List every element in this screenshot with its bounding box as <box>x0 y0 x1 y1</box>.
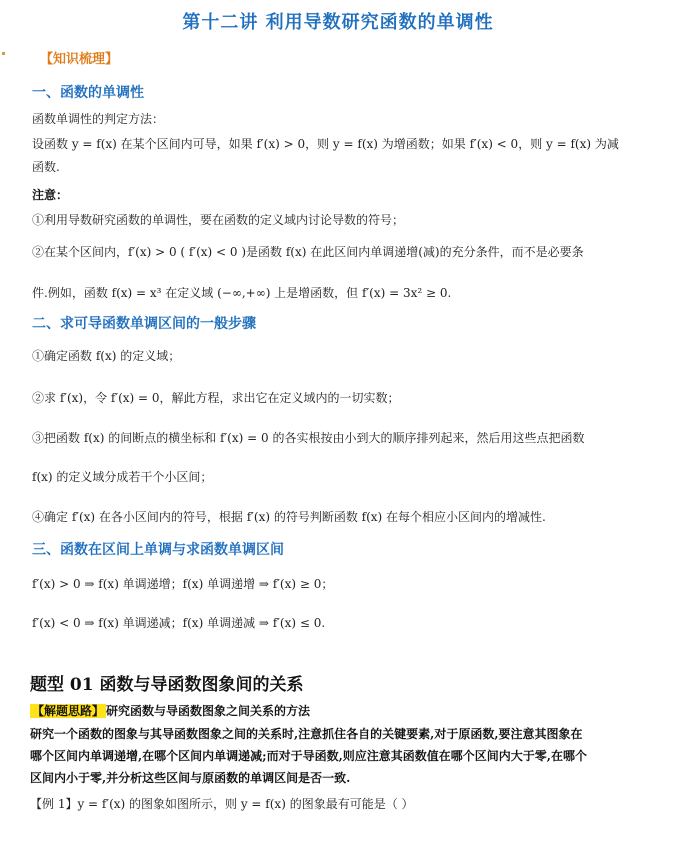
type-01-heading: 题型 01 函数与导函数图象间的关系 <box>30 675 304 695</box>
solution-tagline: 研究函数与导函数图象之间关系的方法 <box>106 704 311 718</box>
s3-rule-1: f′(x) > 0 ⇒ f(x) 单调递增；f(x) 单调递增 ⇒ f′(x) ≥ 0； <box>32 577 334 591</box>
section-1-heading: 一、函数的单调性 <box>32 85 144 101</box>
page-title: 第十二讲 利用导数研究函数的单调性 <box>182 12 494 33</box>
s2-step-1: ①确定函数 f(x) 的定义域； <box>32 349 181 363</box>
s2-step-3: ③把函数 f(x) 的间断点的横坐标和 f′(x) = 0 的各实根按由小到大的顺序排列起来，然后用这些点把函数 <box>32 431 585 445</box>
note-3: 件.例如，函数 f(x) = x³ 在定义域 (−∞,+∞) 上是增函数，但 f′(x) = 3x² ≥ 0. <box>32 286 452 300</box>
solution-body-2: 哪个区间内单调递增,在哪个区间内单调递减;而对于导函数,则应注意其函数值在哪个区间内大于零,在哪个 <box>30 749 587 763</box>
solution-idea <box>30 702 310 719</box>
margin-dot <box>2 52 5 55</box>
knowledge-tag: 【知识梳理】 <box>40 52 119 67</box>
s2-step-3-cont: f(x) 的定义域分成若干个小区间； <box>32 470 213 484</box>
example-1: 【例 1】y = f′(x) 的图象如图所示，则 y = f(x) 的图象最有可能是（ ） <box>30 797 414 811</box>
s1-line-1: 函数单调性的判定方法： <box>32 112 165 126</box>
section-2-heading: 二、求可导函数单调区间的一般步骤 <box>32 316 256 332</box>
solution-tag: 【解题思路】 <box>32 704 105 718</box>
s2-step-2: ②求 f′(x)，令 f′(x) = 0，解此方程，求出它在定义域内的一切实数； <box>32 391 400 405</box>
note-1: ①利用导数研究函数的单调性，要在函数的定义域内讨论导数的符号； <box>32 213 405 227</box>
note-2: ②在某个区间内，f′(x) > 0 ( f′(x) < 0 )是函数 f(x) 在此区间内单调递增(减)的充分条件，而不是必要条 <box>32 245 584 259</box>
s3-rule-2: f′(x) < 0 ⇒ f(x) 单调递减；f(x) 单调递减 ⇒ f′(x) ≤ 0. <box>32 616 326 630</box>
solution-body-3: 区间内小于零,并分析这些区间与原函数的单调区间是否一致. <box>30 771 351 785</box>
section-3-heading: 三、函数在区间上单调与求函数单调区间 <box>32 542 284 558</box>
note-label: 注意： <box>32 188 69 202</box>
s1-line-2: 设函数 y = f(x) 在某个区间内可导，如果 f′(x) > 0，则 y = f(x) 为增函数；如果 f′(x) < 0，则 y = f(x) 为减 <box>32 137 619 151</box>
s1-line-3: 函数. <box>32 160 60 174</box>
solution-body-1: 研究一个函数的图象与其导函数图象之间的关系时,注意抓住各自的关键要素,对于原函数,要注意其图象在 <box>30 727 583 741</box>
s2-step-4: ④确定 f′(x) 在各小区间内的符号，根据 f′(x) 的符号判断函数 f(x) 在每个相应小区间内的增减性. <box>32 510 546 524</box>
